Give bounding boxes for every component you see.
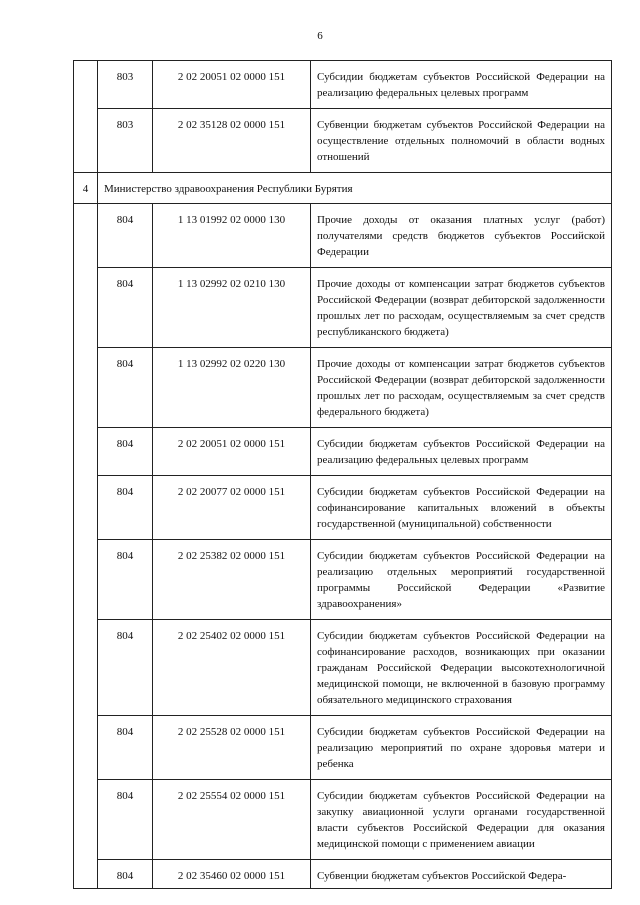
page-number: 6 [317,30,323,42]
table-row [74,109,612,173]
revenue-code-cell: 2 02 20051 02 0000 151 [153,428,311,476]
ministry-name-cell: Министерство здравоохранения Республики Бурятия [98,173,612,204]
revenue-code-cell: 2 02 35460 02 0000 151 [153,860,311,889]
table-row [74,61,612,109]
revenue-name-cell: Субсидии бюджетам субъектов Российской Федерации на реализацию мероприятий по охране здоровья матери и ребенка [311,716,612,780]
admin-code-cell: 804 [98,716,153,780]
table-row [74,716,612,780]
admin-code-cell: 804 [98,428,153,476]
table-row [74,540,612,620]
revenue-name-cell: Субсидии бюджетам субъектов Российской Федерации на закупку авиационной услуги органами государственной власти субъектов Российской Федерации для оказания медицинской помощи с применением авиации [311,780,612,860]
revenue-name-cell: Субсидии бюджетам субъектов Российской Федерации на софинансирование капитальных вложений в объекты государственной (муниципальной) собственности [311,476,612,540]
revenue-codes-table [73,60,612,889]
revenue-name-cell: Прочие доходы от компенсации затрат бюджетов субъектов Российской Федерации (возврат дебиторской задолженности прошлых лет по расходам, осуществляемым за счет средств республиканского бюджета) [311,268,612,348]
revenue-name-cell: Субсидии бюджетам субъектов Российской Федерации на софинансирование расходов, возникающих при оказании гражданам Российской Федерации высокотехнологичной медицинской помощи, не включенной в базовую программу обязательного медицинского страхования [311,620,612,716]
revenue-code-cell: 2 02 20051 02 0000 151 [153,61,311,109]
revenue-code-cell: 2 02 25382 02 0000 151 [153,540,311,620]
admin-code-cell: 804 [98,348,153,428]
admin-code-cell: 804 [98,204,153,268]
revenue-name-cell: Субсидии бюджетам субъектов Российской Федерации на реализацию федеральных целевых программ [311,428,612,476]
table-row [74,860,612,889]
admin-code-cell: 804 [98,476,153,540]
admin-code-cell: 804 [98,620,153,716]
revenue-code-cell: 2 02 35128 02 0000 151 [153,109,311,173]
revenue-code-cell: 1 13 01992 02 0000 130 [153,204,311,268]
admin-code-cell: 804 [98,540,153,620]
table-row [74,780,612,860]
table-row [74,476,612,540]
revenue-code-cell: 2 02 20077 02 0000 151 [153,476,311,540]
table-row [74,348,612,428]
revenue-code-cell: 1 13 02992 02 0220 130 [153,348,311,428]
revenue-code-cell: 2 02 25528 02 0000 151 [153,716,311,780]
table-row [74,428,612,476]
table-row [74,620,612,716]
table-row [74,268,612,348]
revenue-code-cell: 2 02 25402 02 0000 151 [153,620,311,716]
revenue-name-cell: Субвенции бюджетам субъектов Российской Федерации на осуществление отдельных полномочий в области водных отношений [311,109,612,173]
ministry-number-cell: 4 [74,173,98,204]
admin-code-cell: 804 [98,860,153,889]
admin-code-cell: 803 [98,61,153,109]
revenue-code-cell: 2 02 25554 02 0000 151 [153,780,311,860]
admin-code-cell: 803 [98,109,153,173]
admin-code-cell: 804 [98,268,153,348]
row-number-cell [74,204,98,889]
revenue-name-cell: Субсидии бюджетам субъектов Российской Федерации на реализацию федеральных целевых программ [311,61,612,109]
revenue-name-cell: Прочие доходы от оказания платных услуг (работ) получателями средств бюджетов субъектов Российской Федерации [311,204,612,268]
revenue-name-cell: Субсидии бюджетам субъектов Российской Федерации на реализацию отдельных мероприятий государственной программы Российской Федерации «Развитие здравоохранения» [311,540,612,620]
row-number-cell [74,61,98,173]
revenue-name-cell: Субвенции бюджетам субъектов Российской Федера- [311,860,612,889]
ministry-row [74,173,612,204]
revenue-code-cell: 1 13 02992 02 0210 130 [153,268,311,348]
table-row [74,204,612,268]
admin-code-cell: 804 [98,780,153,860]
revenue-name-cell: Прочие доходы от компенсации затрат бюджетов субъектов Российской Федерации (возврат дебиторской задолженности прошлых лет по расходам, осуществляемым за счет средств федерального бюджета) [311,348,612,428]
